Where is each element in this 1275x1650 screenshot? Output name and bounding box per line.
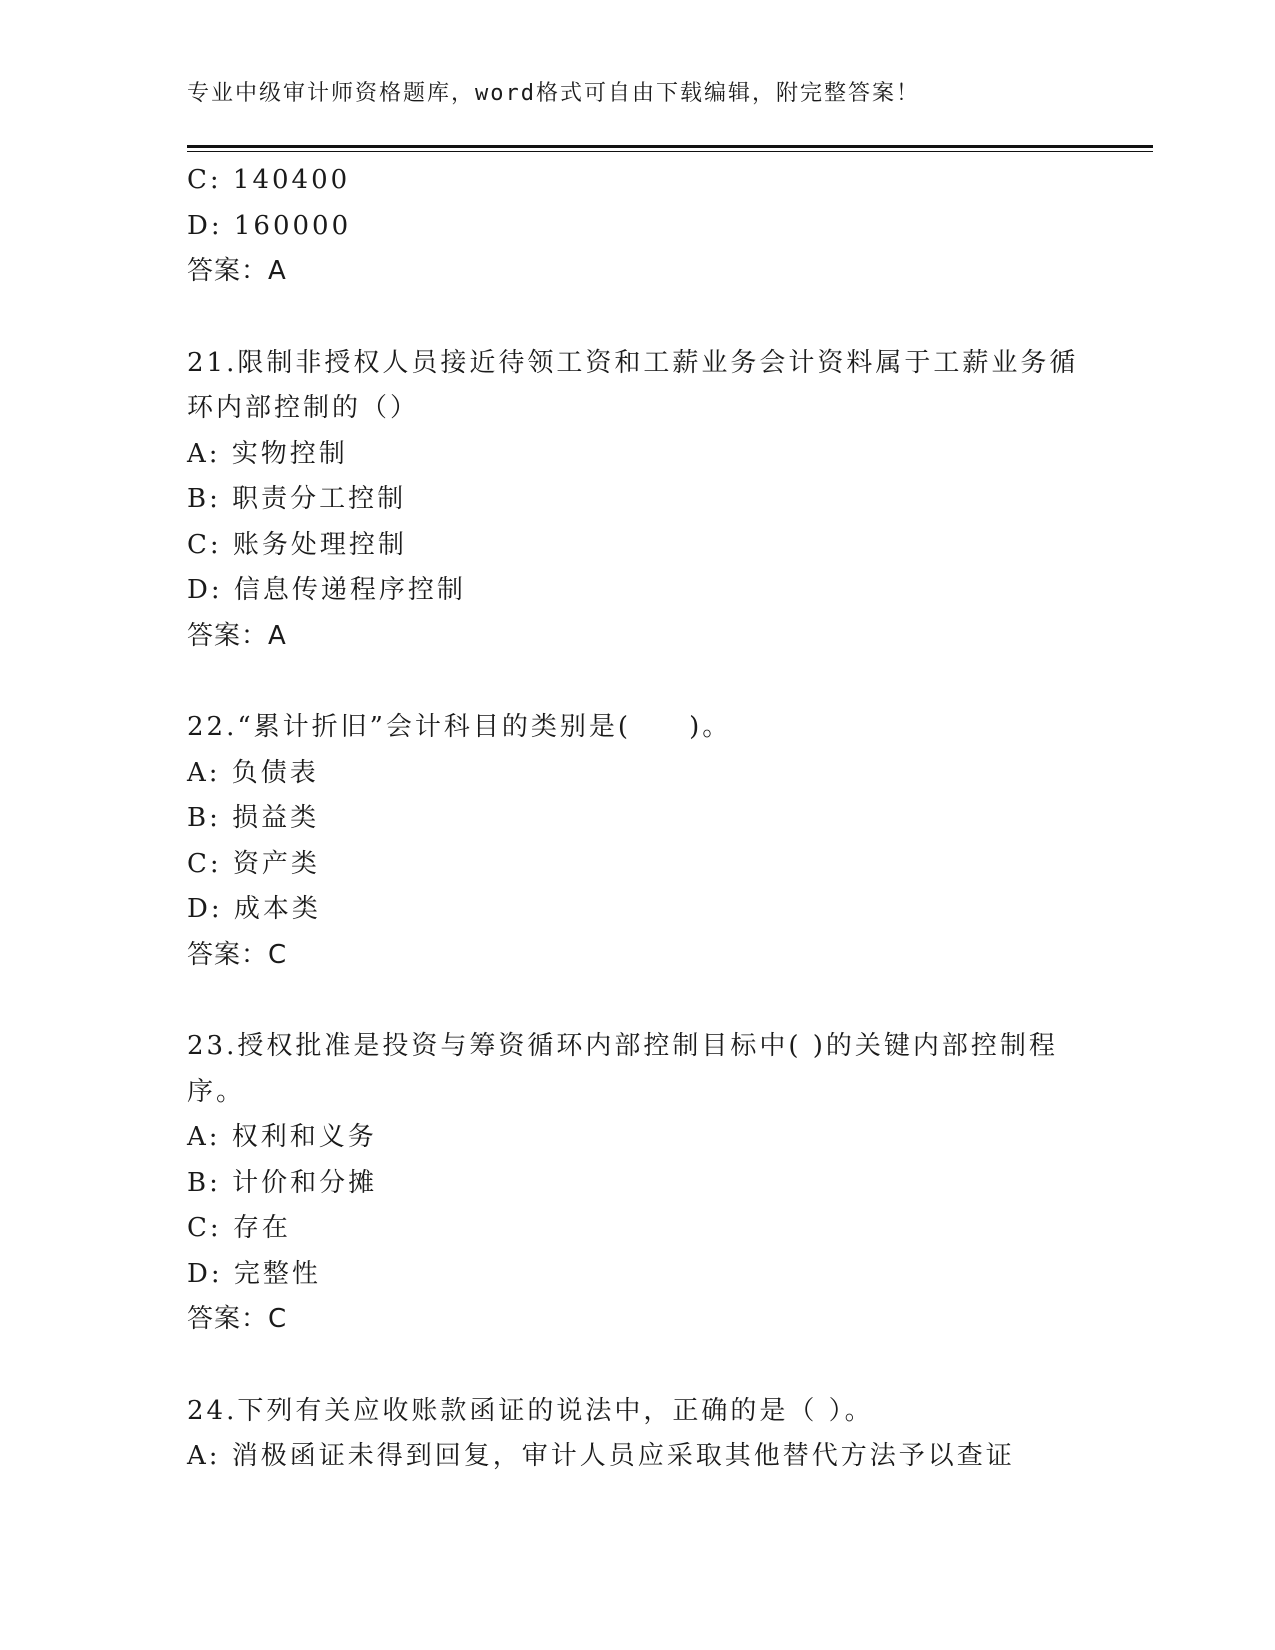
option-b: B: 职责分工控制: [187, 484, 407, 514]
option-d: D: 信息传递程序控制: [187, 575, 466, 605]
option-a: A: 实物控制: [187, 438, 348, 469]
question-24-line1: 24.下列有关应收账款函证的说法中，正确的是（ ）。: [187, 1395, 874, 1426]
question-23-line1: 23.授权批准是投资与筹资循环内部控制目标中( )的关键内部控制程: [187, 1031, 1058, 1061]
question-23-line2: 序。: [187, 1076, 246, 1107]
option-c: C: 存在: [187, 1213, 291, 1243]
question-content: [187, 158, 1087, 1480]
page-header: 专业中级审计师资格题库，word格式可自由下载编辑，附完整答案！: [187, 81, 920, 106]
spacer: [187, 295, 1087, 341]
spacer: [187, 978, 1087, 1024]
header-rule-thick: [187, 145, 1153, 148]
option-b: B: 损益类: [187, 803, 320, 833]
answer-line: 答案：A: [187, 620, 287, 651]
option-b: B: 计价和分摊: [187, 1167, 378, 1198]
header-rule-thin: [187, 151, 1153, 152]
option-c: C: 资产类: [187, 848, 320, 879]
question-21-line2: 环内部控制的（）: [187, 393, 420, 423]
option-d: D: 成本类: [187, 894, 321, 924]
option-a: A: 权利和义务: [187, 1122, 377, 1152]
option-a: A: 消极函证未得到回复，审计人员应采取其他替代方法予以查证: [187, 1441, 1015, 1471]
option-c: C: 账务处理控制: [187, 529, 407, 560]
answer-line: 答案：A: [187, 256, 287, 286]
question-22-line1: 22.“累计折旧”会计科目的类别是( )。: [187, 712, 732, 742]
option-a: A: 负债表: [187, 757, 319, 788]
answer-line: 答案：C: [187, 1304, 288, 1334]
question-21-line1: 21.限制非授权人员接近待领工资和工薪业务会计资料属于工薪业务循: [187, 347, 1079, 378]
answer-line: 答案：C: [187, 939, 288, 970]
spacer: [187, 1343, 1087, 1389]
option-d: D: 完整性: [187, 1258, 321, 1289]
option-d: D: 160000: [187, 210, 352, 241]
spacer: [187, 659, 1087, 705]
option-c: C: 140400: [187, 165, 351, 195]
